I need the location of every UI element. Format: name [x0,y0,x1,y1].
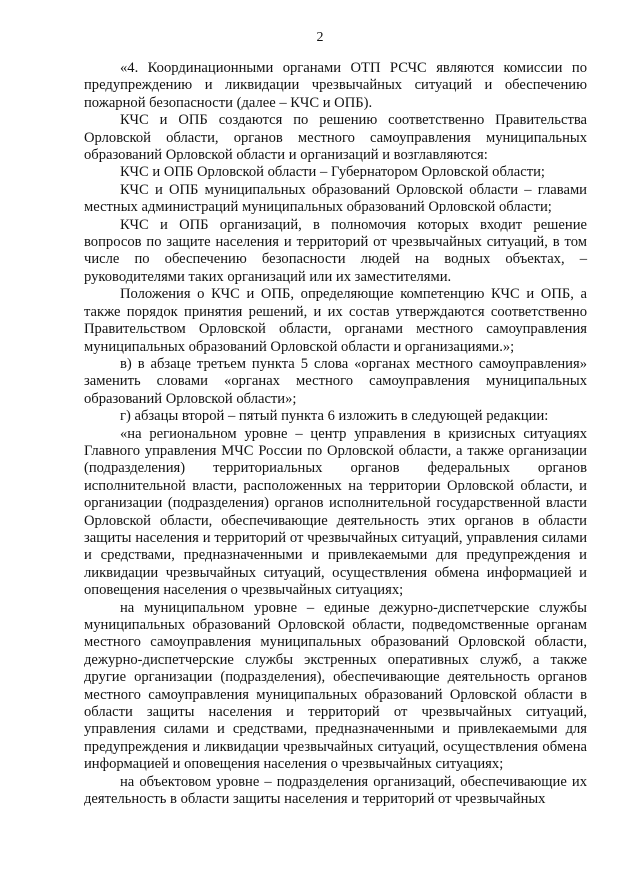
paragraph-object-level: на объектовом уровне – подразделения организаций, обеспечивающие их деятельность в области защиты населения и территорий от чрезвычайных [84,773,587,808]
paragraph-kchs-creation: КЧС и ОПБ создаются по решению соответственно Правительства Орловской области, органов местного самоуправления муниципальных образований Орловской области и организаций и возглавляются: [84,112,587,164]
paragraph-kchs-region: КЧС и ОПБ Орловской области – Губернатором Орловской области; [120,164,545,181]
paragraph-coordination-bodies: «4. Координационными органами ОТП РСЧС являются комиссии по предупреждению и ликвидации чрезвычайных ситуаций и обеспечению пожарной безопасности (далее – КЧС и ОПБ). [84,60,587,111]
paragraph-amendment-g: г) абзацы второй – пятый пункта 6 изложить в следующей редакции: [120,408,549,425]
paragraph-amendment-v: в) в абзаце третьем пункта 5 слова «органах местного самоуправления» заменить словами «органах местного самоуправления муниципальных образований Орловской области»; [84,355,587,407]
paragraph-kchs-organizations: КЧС и ОПБ организаций, в полномочия которых входит решение вопросов по защите населения и территорий от чрезвычайных ситуаций, в том числе по обеспечению безопасности людей на водных объектах, – руководителями таких организаций или их заместителями. [84,216,587,285]
page-number: 2 [316,30,324,45]
paragraph-kchs-municipal: КЧС и ОПБ муниципальных образований Орловской области – главами местных администраций муниципальных образований Орловской области; [84,181,587,216]
paragraph-municipal-level: на муниципальном уровне – единые дежурно-диспетчерские службы муниципальных образований Орловской области, подведомственные органам местного самоуправления муниципальных образований Орловской области, дежурно-диспетчерские службы экстренных оперативных служб, а также другие организации (подразделения), обеспечивающие деятельность органов местного самоуправления муниципальных образований Орловской области в области защиты населения и территорий от чрезвычайных ситуаций, управления силами и средствами, предназначенными и привлекаемыми для предупреждения и ликвидации чрезвычайных ситуаций, осуществления обмена информацией и оповещения населения о чрезвычайных ситуациях; [84,599,587,773]
document-body [84,60,587,808]
paragraph-regional-level: «на региональном уровне – центр управления в кризисных ситуациях Главного управления МЧС России по Орловской области, а также организации (подразделения) территориальных органов федеральных органов исполнительной власти, расположенных на территории Орловской области, и организации (подразделения) органов исполнительной государственной власти Орловской области, обеспечивающие деятельность этих органов в области защиты населения и территорий от чрезвычайных ситуаций, управления силами и средствами, предназначенными и привлекаемыми для предупреждения и ликвидации чрезвычайных ситуаций, осуществления обмена информацией и оповещения населения о чрезвычайных ситуациях; [84,425,587,599]
paragraph-kchs-regulations: Положения о КЧС и ОПБ, определяющие компетенцию КЧС и ОПБ, а также порядок принятия решений, и их состав утверждаются соответственно Правительством Орловской области, органами местного самоуправления муниципальных образований Орловской области и организациями.»; [84,286,587,355]
